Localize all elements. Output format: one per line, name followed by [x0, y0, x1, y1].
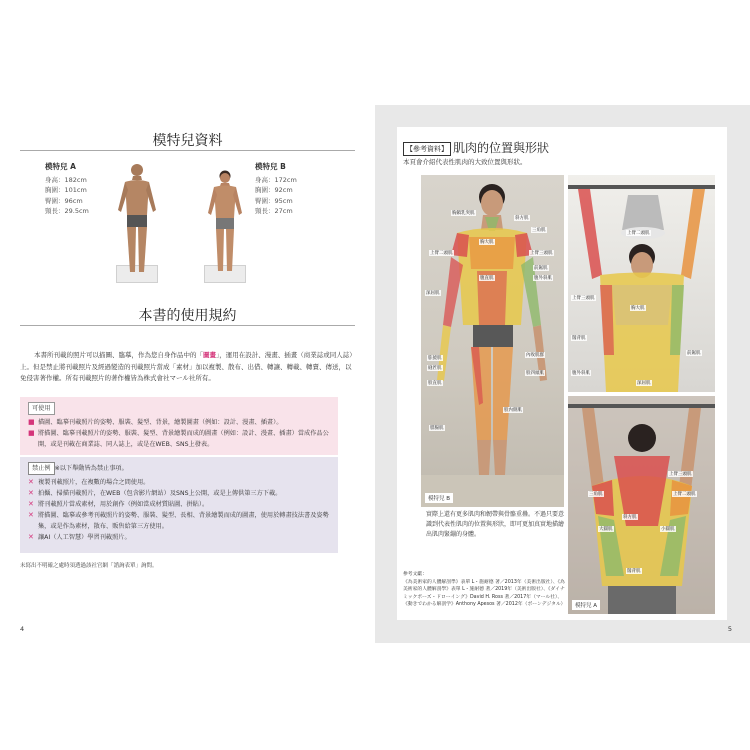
- muscle-label: 上臂三頭肌: [530, 251, 553, 256]
- prohibited-note: ※以下舉動皆為禁止事項。: [54, 465, 128, 472]
- prohibited-item: [28, 532, 330, 543]
- model-b-stat: 頸長：27cm: [255, 207, 293, 215]
- model-a-info: [45, 162, 89, 217]
- references-body: 《為美術家的人體解剖學》表單 L・施耐德 著／2013年（美術出版社）、《為美術家的人體解剖學》表單 L・施耐德 著／2019年（美術出版社）、《ダイナミックポーズ・ドローイング》David H. Ross 著／2017年（マール社）、《動きでわかる解剖学》Anthony Apesos 著／2012年（ボーンデジタル）: [403, 579, 566, 607]
- muscle-label: 小圓肌: [661, 527, 675, 532]
- muscle-label: 腹外斜肌: [534, 276, 552, 281]
- model-b-stat: 身高：172cm: [255, 175, 297, 184]
- prohibited-item: [28, 488, 330, 499]
- muscle-label: 縫匠肌: [428, 366, 442, 371]
- prohibited-item-text: 讓AI（人工智慧）學習刊載照片。: [38, 534, 131, 541]
- muscle-label: 三角肌: [589, 492, 603, 497]
- prohibited-heading: 禁止例: [28, 462, 55, 475]
- model-b-name: 模特兒 B: [255, 162, 286, 171]
- page-number-left: 4: [20, 625, 25, 633]
- muscle-label: 闊背肌: [627, 569, 641, 574]
- muscle-label: 前鋸肌: [534, 266, 548, 271]
- rules-rule: [20, 325, 355, 326]
- allowed-box: [20, 397, 338, 455]
- muscle-photo-hanging-back: [568, 396, 715, 614]
- allowed-item: [28, 417, 330, 428]
- model-b-stat: 臀圍：95cm: [255, 196, 293, 205]
- models-rule: [20, 150, 355, 151]
- model-a-photo: [112, 160, 162, 280]
- muscle-label: 胸大肌: [631, 306, 645, 311]
- allowed-item-text: 描圖、臨摹刊載照片的姿勢、服裝、髮型、背景，繪製圖畫（例如：設計、漫畫、插畫）。: [38, 419, 283, 426]
- prohibited-box: [20, 457, 338, 553]
- page-number-right: 5: [727, 625, 732, 633]
- muscle-label: 深屈肌: [637, 381, 651, 386]
- muscle-label: 上臂二頭肌: [430, 251, 453, 256]
- model-a-stat: 身高：182cm: [45, 175, 87, 184]
- reference-tag: 【參考資料】: [403, 142, 451, 156]
- muscle-label: 上臂二頭肌: [627, 231, 650, 236]
- prohibited-item-text: 拍攝、掃描刊載照片，在WEB（包含影片網站）及SNS上公開，或是上傳供第三方下載。: [38, 490, 282, 497]
- model-a-stat: 胸圍：101cm: [45, 186, 87, 194]
- muscle-label: 肱撓肌: [428, 356, 442, 361]
- muscle-label: 前鋸肌: [687, 351, 701, 356]
- muscle-label: 闊背肌: [572, 336, 586, 341]
- photo-caption-front: 模特兒 B: [425, 493, 453, 503]
- check-icon: ■: [28, 418, 35, 426]
- allowed-item-text: 將描圖、臨摹刊載照片的姿勢、服裝、髮型、背景繪製而成的圖畫（例如：設計、漫畫、插畫）當成作品公開，或是刊載在商業誌、同人誌上，或是在WEB、SNS上發表。: [38, 430, 329, 448]
- reference-description: 實際上還有更多肌肉和韌帶與骨骼重疊。不過只要意識到代表性肌肉的位置與形狀，即可更加真實地描繪出肌肉緊繃的身體。: [426, 511, 565, 538]
- muscle-label: 腓腸肌: [430, 426, 444, 431]
- muscle-label: 斜方肌: [515, 216, 529, 221]
- front-figure: [421, 175, 564, 507]
- cross-icon: ✕: [28, 478, 34, 486]
- muscle-label: 大圓肌: [599, 527, 613, 532]
- muscle-photo-hanging-front: [568, 175, 715, 392]
- left-page: [0, 105, 375, 643]
- model-a-stat: 臀圍：96cm: [45, 196, 83, 205]
- rules-title: 本書的使用規約: [138, 308, 237, 324]
- muscle-label: 上臂三頭肌: [669, 472, 692, 477]
- muscle-label: 三角肌: [532, 228, 546, 233]
- muscle-label: 斜方肌: [623, 515, 637, 520]
- hanging-back-figure: [568, 396, 715, 614]
- rules-intro-part: 」，運用在設計、漫畫、插畫（商業誌或同人誌）上。但是禁止將刊載照片及經過變造的刊載照片當成「素材」加以複製、散布、出借、轉讓、轉載、轉賣、傳送，以免侵害著作權。所有刊載照片的著作權皆為株式會社マール社所有。: [20, 351, 353, 382]
- muscle-label: 內收肌群: [526, 353, 544, 358]
- prohibited-item-text: 將刊載照片當成素材，用於創作（例如當成材質貼圖、拼貼）。: [38, 501, 209, 508]
- rules-intro: [20, 350, 355, 385]
- hanging-front-figure: [568, 175, 715, 392]
- prohibited-item: [28, 477, 330, 488]
- model-b-info: [255, 162, 297, 217]
- footnote: 未寫出不明確之處時須透過該社官網「諮詢表單」詢問。: [20, 563, 158, 569]
- muscle-label: 上臂三頭肌: [572, 296, 595, 301]
- muscle-label: 胸大肌: [480, 240, 494, 245]
- muscle-label: 腹直肌: [480, 276, 494, 281]
- model-b-stat: 胸圍：92cm: [255, 186, 293, 194]
- muscle-label: 股四頭肌: [526, 371, 544, 376]
- reference-subtitle: 本頁會介紹代表性肌肉的大致位置與形狀。: [403, 158, 527, 166]
- rules-intro-highlight: 圖畫: [203, 351, 216, 359]
- muscle-label: 股直肌: [428, 381, 442, 386]
- muscle-photo-front: [421, 175, 564, 507]
- prohibited-item-text: 複製刊載照片，在複數的場合之間使用。: [38, 479, 150, 486]
- muscle-label: 深屈肌: [426, 291, 440, 296]
- cross-icon: ✕: [28, 489, 34, 497]
- references-title: 參考文獻：: [403, 572, 427, 577]
- muscle-label: 腹外斜肌: [572, 371, 590, 376]
- muscle-label: 胸鎖乳突肌: [452, 211, 475, 216]
- models-title: 模特兒資料: [152, 133, 223, 149]
- model-a-stat: 頸長：29.5cm: [45, 207, 89, 215]
- muscle-label: 股內側肌: [504, 408, 522, 413]
- allowed-item: [28, 428, 330, 450]
- model-b-photo: [200, 167, 250, 279]
- prohibited-item-text: 將描圖、臨摹或參考刊載照片的姿勢、服裝、髮型、長相、背景繪製而成的圖畫，使用於轉畫技法書及姿勢集，或是作為素材，散布、販售給第三方使用。: [38, 512, 329, 530]
- reference-title-text: 肌肉的位置與形狀: [453, 141, 550, 155]
- allowed-heading: 可使用: [28, 402, 55, 415]
- cross-icon: ✕: [28, 511, 34, 519]
- reference-title: [403, 139, 549, 156]
- references: [403, 571, 566, 609]
- model-a-name: 模特兒 A: [45, 162, 76, 171]
- cross-icon: ✕: [28, 533, 34, 541]
- photo-caption-back: 模特兒 A: [572, 600, 600, 610]
- prohibited-item: [28, 510, 330, 532]
- check-icon: ■: [28, 429, 35, 437]
- right-page: [375, 105, 750, 643]
- muscle-label: 上臂二頭肌: [673, 492, 696, 497]
- prohibited-item: [28, 499, 330, 510]
- rules-intro-part: 本書所刊載的照片可以描圖、臨摹，作為您自身作品中的「: [34, 351, 203, 359]
- cross-icon: ✕: [28, 500, 34, 508]
